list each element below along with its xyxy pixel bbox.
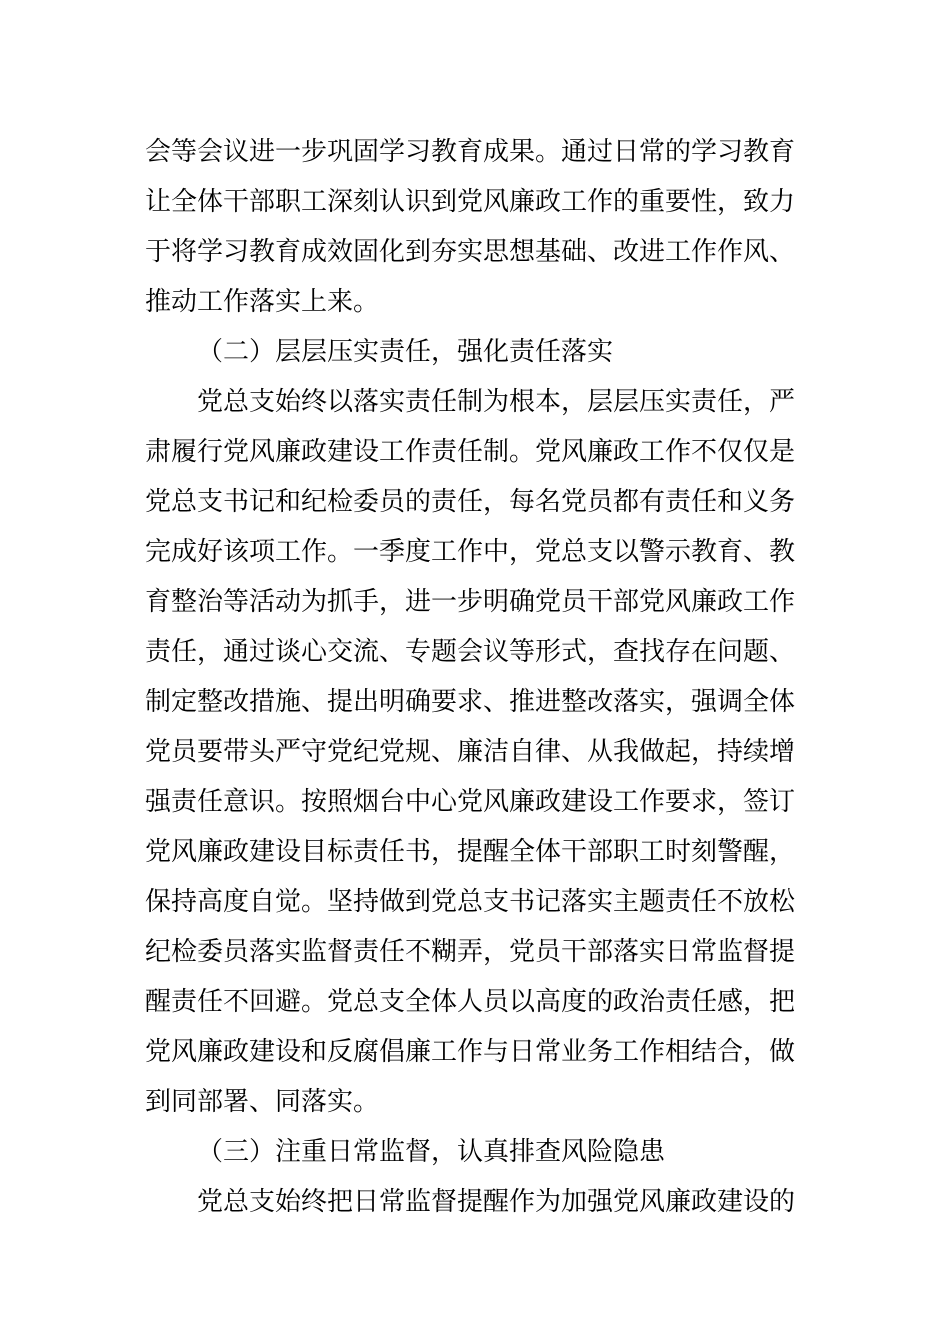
document-body bbox=[145, 127, 815, 1227]
body-text-line: 纪检委员落实监督责任不糊弄，党员干部落实日常监督提 bbox=[145, 937, 796, 967]
body-text-line: 让全体干部职工深刻认识到党风廉政工作的重要性，致力 bbox=[145, 187, 796, 217]
body-text-line: 肃履行党风廉政建设工作责任制。党风廉政工作不仅仅是 bbox=[145, 437, 796, 467]
body-text-line: 强责任意识。按照烟台中心党风廉政建设工作要求，签订 bbox=[145, 787, 796, 817]
body-text-line: 于将学习教育成效固化到夯实思想基础、改进工作作风、 bbox=[145, 237, 796, 267]
body-text-line: 党总支书记和纪检委员的责任，每名党员都有责任和义务 bbox=[145, 487, 796, 517]
paragraph-first-line: 党总支始终把日常监督提醒作为加强党风廉政建设的 bbox=[197, 1187, 796, 1217]
section-heading-2: （二）层层压实责任，强化责任落实 bbox=[197, 337, 614, 367]
body-text-line: 推动工作落实上来。 bbox=[145, 287, 380, 317]
body-text-line: 党员要带头严守党纪党规、廉洁自律、从我做起，持续增 bbox=[145, 737, 796, 767]
section-heading-3: （三）注重日常监督，认真排查风险隐患 bbox=[197, 1137, 666, 1167]
body-text-line: 育整治等活动为抓手，进一步明确党员干部党风廉政工作 bbox=[145, 587, 796, 617]
body-text-line: 党风廉政建设和反腐倡廉工作与日常业务工作相结合，做 bbox=[145, 1037, 796, 1067]
body-text-line: 完成好该项工作。一季度工作中，党总支以警示教育、教 bbox=[145, 537, 796, 567]
body-text-line: 制定整改措施、提出明确要求、推进整改落实，强调全体 bbox=[145, 687, 796, 717]
body-text-line: 责任，通过谈心交流、专题会议等形式，查找存在问题、 bbox=[145, 637, 796, 667]
body-text-line: 到同部署、同落实。 bbox=[145, 1087, 380, 1117]
body-text-line: 保持高度自觉。坚持做到党总支书记落实主题责任不放松 bbox=[145, 887, 796, 917]
body-text-line: 醒责任不回避。党总支全体人员以高度的政治责任感，把 bbox=[145, 987, 796, 1017]
body-text-line: 党风廉政建设目标责任书，提醒全体干部职工时刻警醒， bbox=[145, 837, 796, 867]
paragraph-first-line: 党总支始终以落实责任制为根本，层层压实责任，严 bbox=[197, 387, 796, 417]
body-text-line: 会等会议进一步巩固学习教育成果。通过日常的学习教育 bbox=[145, 137, 796, 167]
